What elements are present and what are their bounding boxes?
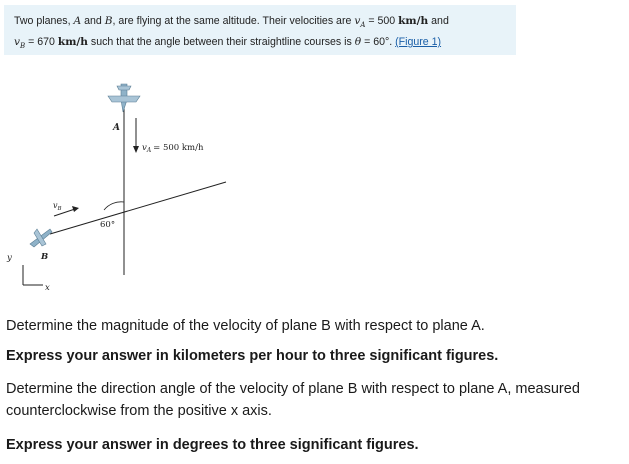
va-arrowhead [133,146,139,153]
question-1: Determine the magnitude of the velocity of plane B with respect to plane A. [6,318,485,334]
angle-arc [104,202,124,210]
problem-statement [4,5,516,55]
angle-label: 60° [100,220,116,230]
problem-text: and [81,15,105,27]
question-1-instruction: Express your answer in kilometers per hour to three significant figures. [6,348,499,364]
problem-line-2 [14,32,508,56]
problem-text: , are flying at the same altitude. Their velocities are [112,15,355,27]
plane-a-icon [108,84,140,112]
problem-text: such that the angle between their straightline courses is [87,36,355,49]
question-2-cont: counterclockwise from the positive x axis. [6,403,272,419]
label-a: A [113,123,120,133]
angle-value: = 60°. [361,36,396,49]
plane-a-symbol: A [73,15,82,27]
vb-value: = 670 [25,36,58,49]
plane-b-symbol: B [104,15,113,27]
va-subscript: A [360,21,366,30]
vb-symbol: v [14,36,20,49]
vb-arrowhead [72,206,79,212]
figure-link[interactable]: (Figure 1) [395,36,442,49]
va-label: $v_A = 500$ km/h [142,143,204,154]
axis-y-label: y [7,253,12,263]
figure-1 [0,68,300,308]
theta-symbol: θ [354,36,362,49]
label-b: B [41,252,49,262]
unit-kmh: km/h [57,36,88,49]
plane-b-icon [30,229,52,247]
problem-text: Two planes, [14,15,74,27]
vb-subscript: B [20,42,26,51]
axis-x-label: x [45,283,50,293]
question-2: Determine the direction angle of the velocity of plane B with respect to plane A, measured [6,381,580,397]
va-symbol: v [354,15,361,27]
va-value: = 500 [365,15,399,27]
vb-label: $v_B$ [53,201,62,212]
problem-text: and [428,15,449,27]
unit-kmh: km/h [398,15,429,27]
question-2-instruction: Express your answer in degrees to three significant figures. [6,437,419,453]
